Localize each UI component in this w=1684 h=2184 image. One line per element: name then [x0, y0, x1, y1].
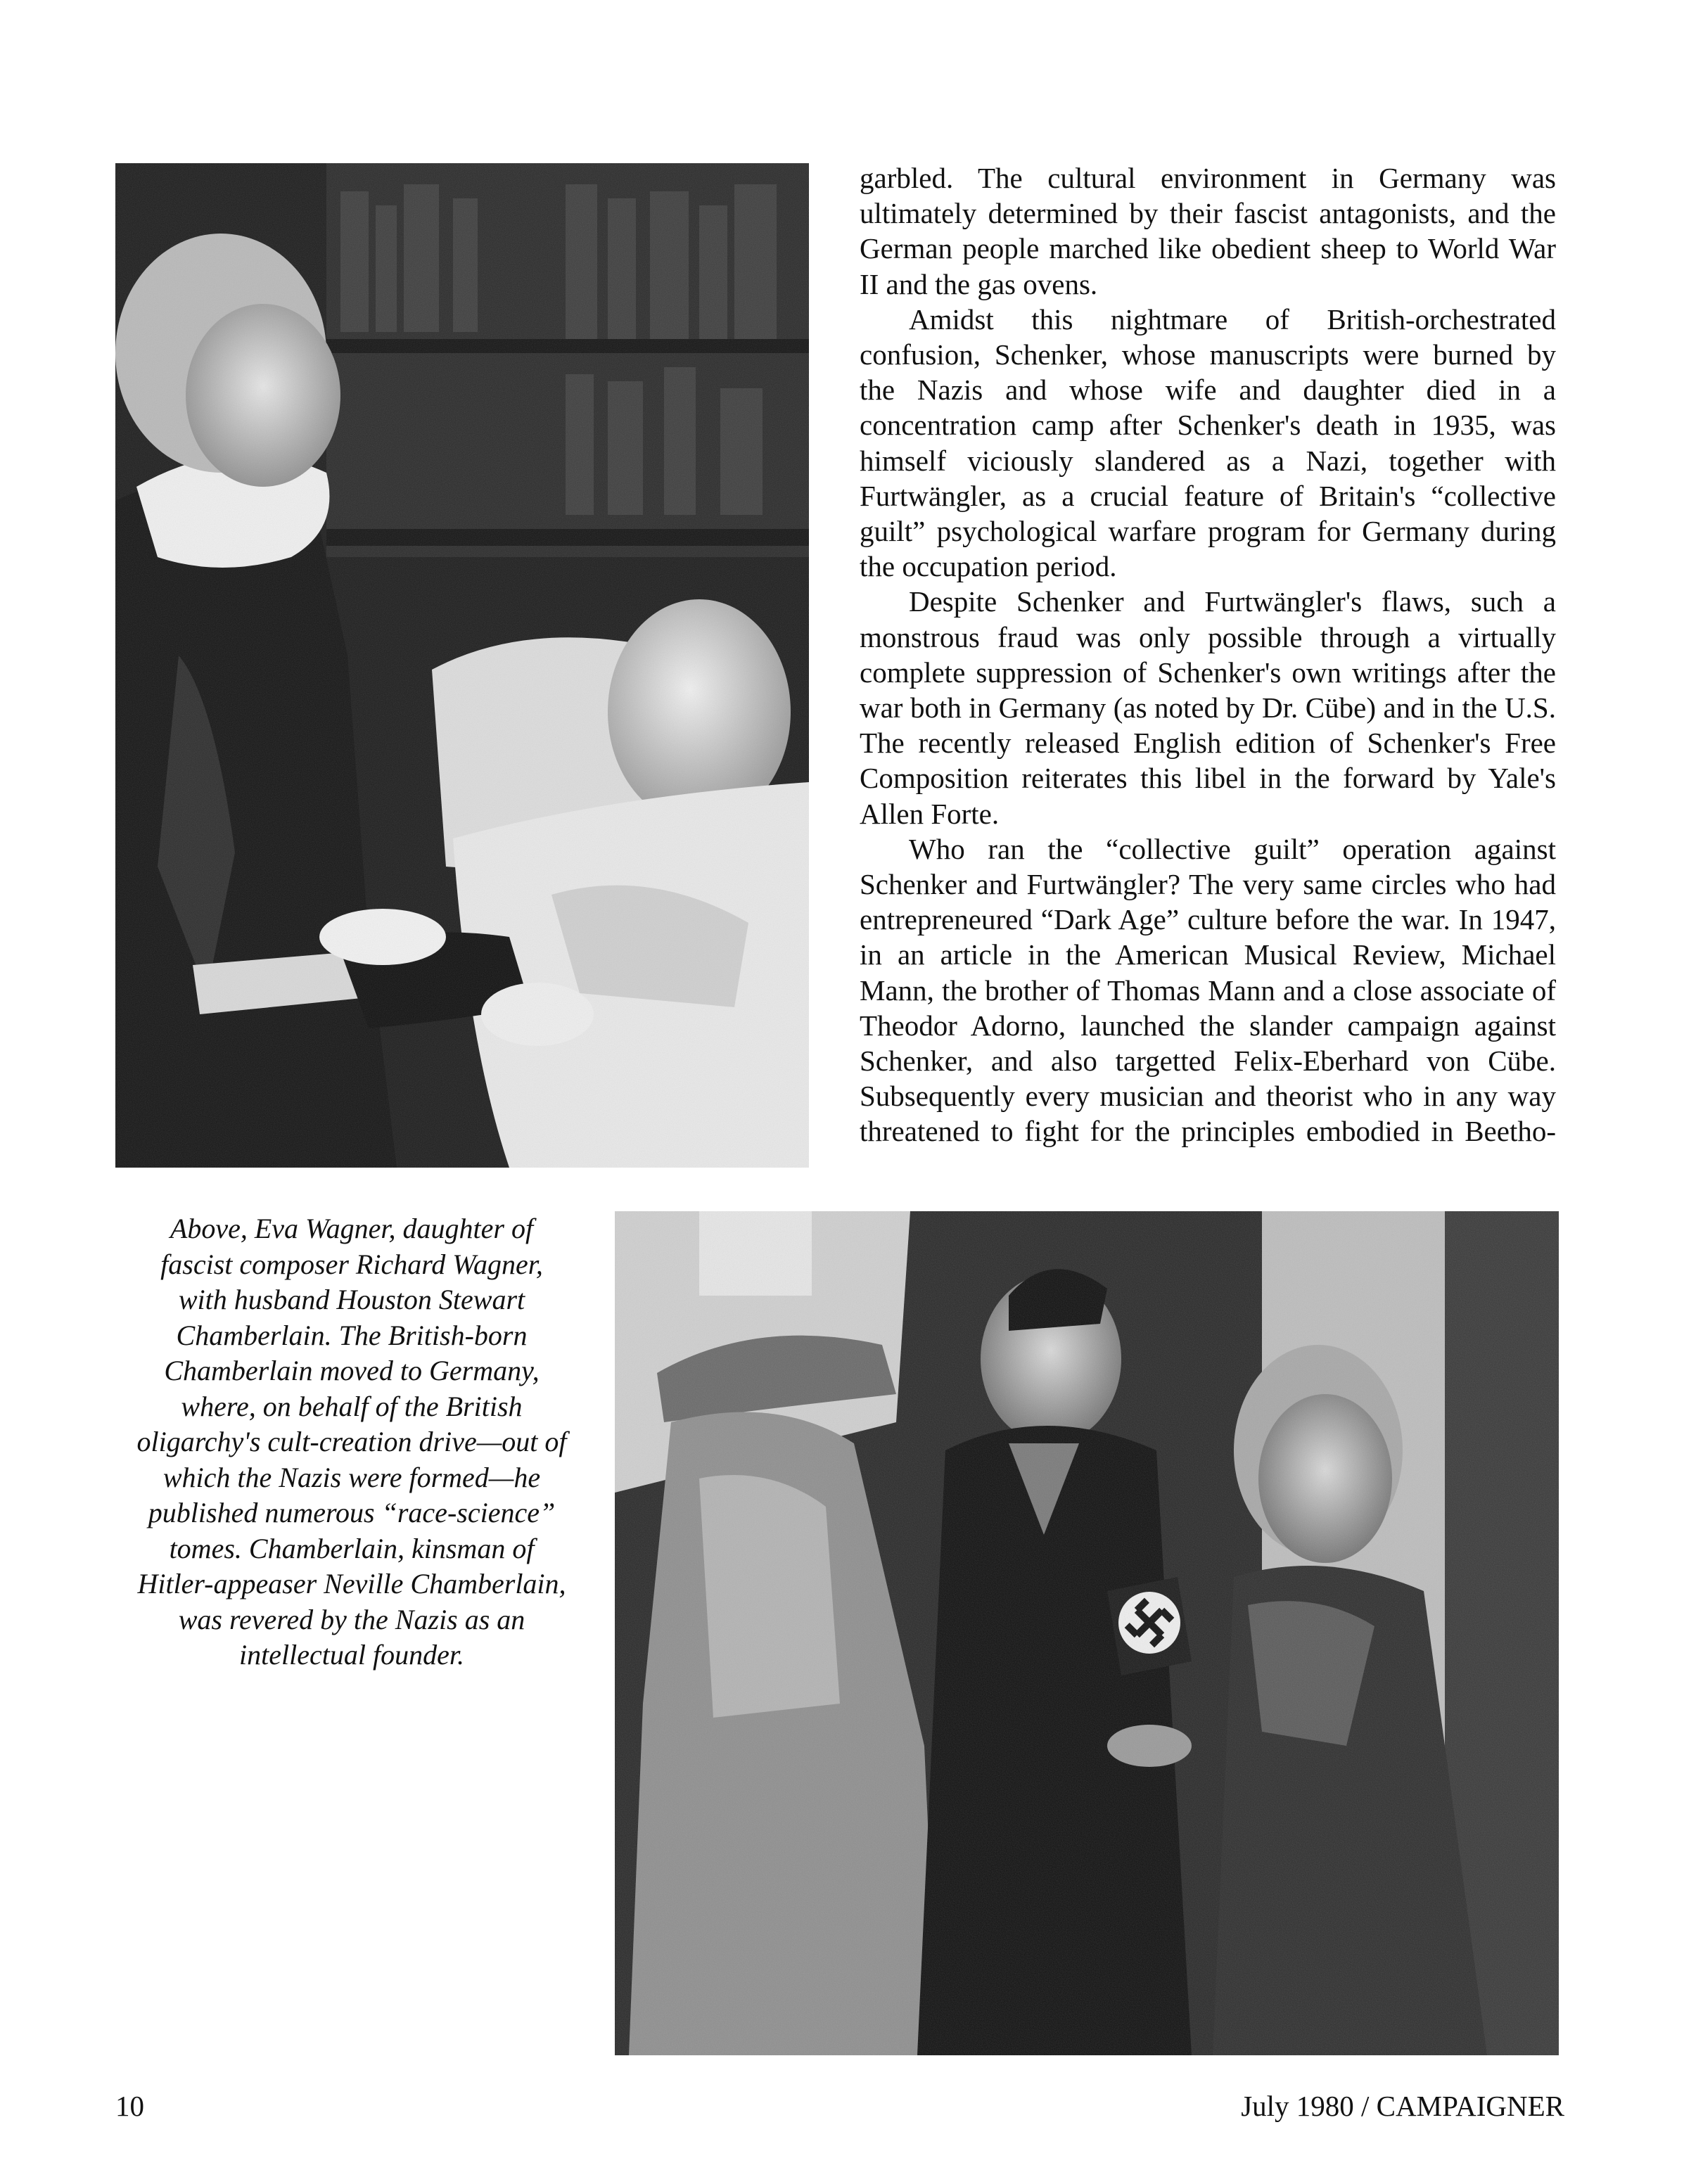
article-paragraph: Despite Schenker and Furtwängler's flaws, such a monstrous fraud was only possible through a virtually complete suppression of Schenker's own writings after the war both in Germany (as noted by Dr. Cübe) and in the U.S. The recently released English edition of Schenker's Free Composition reiterates this libel in the forward by Yale's Allen Forte.: [860, 585, 1556, 830]
article-paragraph: Who ran the “collective guilt” operation against Schenker and Furtwängler? The very same circles who had entrepreneured “Dark Age” culture before the war. In 1947, in an article in the American Musical Review, Michael Mann, the brother of Thomas Mann and a close associate of Theodor Adorno, launched the slander campaign against Schenker, and also targetted Felix-Eberhard von Cübe. Subsequently every musician and theorist who in any way threatened to fight for the principles embodied in Beetho-: [860, 832, 1556, 1148]
photo-caption: Above, Eva Wagner, daughter of fascist composer Richard Wagner, with husband Houston Stewart Chamberlain. The British-born Chamberlain moved to Germany, where, on behalf of the British oligarchy's cult-creation drive—out of which the Nazis were formed—he published numerous “race-science” tomes. Chamberlain, kinsman of Hitler-appeaser Neville Chamberlain, was revered by the Nazis as an intellectual founder.: [136, 1213, 567, 1671]
photo-uniformed-figures: [615, 1211, 1559, 2055]
page-number: 10: [115, 2090, 144, 2122]
article-body: [860, 160, 1556, 1149]
footer-issue: July 1980 / CAMPAIGNER: [1241, 2090, 1564, 2122]
article-paragraph: Amidst this nightmare of British-orchestrated confusion, Schenker, whose manuscripts were burned by the Nazis and whose wife and daughter died in a concentration camp after Schenker's death in 1935, was himself viciously slandered as a Nazi, together with Furtwängler, as a crucial feature of Britain's “collective guilt” psychological warfare program for Germany during the occupation period.: [860, 302, 1556, 583]
article-paragraph: garbled. The cultural environment in Germany was ultimately determined by their fascist antagonists, and the German people marched like obedient sheep to World War II and the gas ovens.: [860, 162, 1556, 300]
photo-wagner-chamberlain: [115, 163, 809, 1168]
